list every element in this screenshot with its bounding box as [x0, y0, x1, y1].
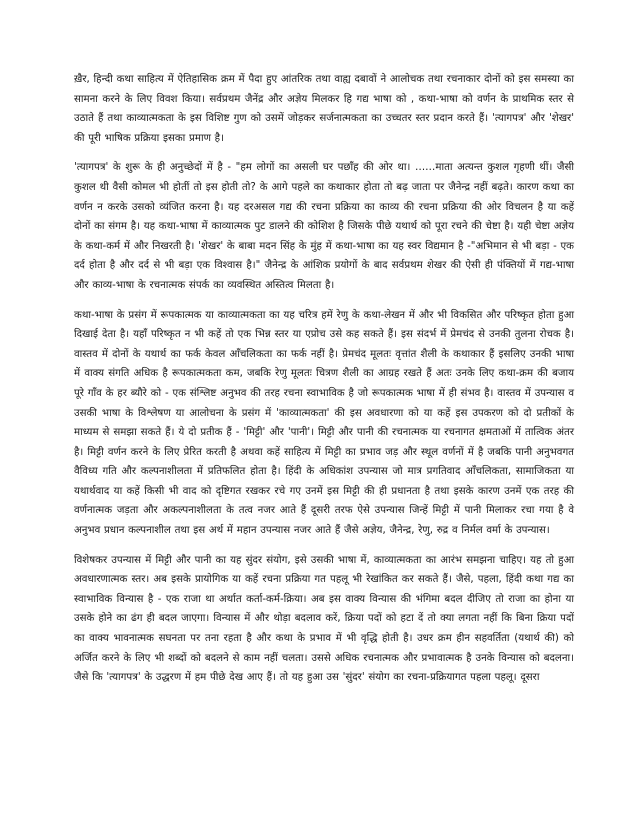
paragraph-2: 'त्यागपत्र' के शुरू के ही अनुच्छेदों में है - "हम लोगों का असली घर पछाँह की ओर था। ……माता अत्यन्त कुशल गृहणी थीं। जैसी कुशल थी वैसी कोमल भी होतीं तो इस होती तो? के आगे पहले का कथाकार होता तो बढ़ जाता पर जैनेन्द्र नहीं बढ़ते। कारण कथा का वर्णन न करके उसको व्यंजित करना है। यह दरअसल गद्य की रचना प्रक्रिया का काव्य की रचना प्रक्रिया की ओर विचलन है या कहें दोनों का संगम है। यह कथा-भाषा में काव्यात्मक पुट डालने की कोशिश है जिसके पीछे यथार्थ को पूरा रचने की चेष्टा है। यही चेष्टा अज्ञेय के कथा-कर्म में और निखरती है। 'शेखर' के बाबा मदन सिंह के मुंह में कथा-भाषा का यह स्वर विद्यमान है -"अभिमान से भी बड़ा - एक दर्द होता है और दर्द से भी बड़ा एक विश्वास है।" जैनेन्द्र के आंशिक प्रयोगों के बाद सर्वप्रथम शेखर की ऐसी ही पंक्तियों में गद्य-भाषा और काव्य-भाषा के रचनात्मक संपर्क का व्यवस्थित अस्तित्व मिलता है। [74, 162, 574, 291]
paragraph-3: कथा-भाषा के प्रसंग में रूपकात्मक या काव्यात्मकता का यह चरित्र हमें रेणु के कथा-लेखन में और भी विकसित और परिष्कृत होता हुआ दिखाई देता है। यहाँ परिष्कृत न भी कहें तो एक भिन्न स्तर या एप्रोच उसे कह सकते हैं। इस संदर्भ में प्रेमचंद से उनकी तुलना रोचक है। वास्तव में दोनों के यथार्थ का फर्क केवल आँचलिकता का फर्क नहीं है। प्रेमचंद मूलतः वृत्तांत शैली के कथाकार हैं इसलिए उनकी भाषा में वाक्य संगति अधिक है रूपकात्मकता कम, जबकि रेणु मूलतः चित्रण शैली का आग्रह रखते हैं अतः उनके लिए कथा-क्रम की बजाय पूरे गाँव के हर ब्यौरे को - एक संश्लिष्ट अनुभव की तरह रचना स्वाभाविक है जो रूपकात्मक भाषा में ही संभव है। वास्तव में उपन्यास व उसकी भाषा के विश्लेषण या आलोचना के प्रसंग में 'काव्यात्मकता' की इस अवधारणा को या कहें इस उपकरण को दो प्रतीकों के माध्यम से समझा सकते हैं। ये दो प्रतीक हैं - 'मिट्टी' और 'पानी'। मिट्टी और पानी की रचनात्मक या रचनागत क्षमताओं में तात्विक अंतर है। मिट्टी वर्णन करने के लिए प्रेरित करती है अथवा कहें साहित्य में मिट्टी का प्रभाव जड़ और स्थूल वर्णनों में है जबकि पानी अनुभवगत वैविध्य गति और कल्पनाशीलता में प्रतिफलित होता है। हिंदी के अधिकांश उपन्यास जो मात्र प्रगतिवाद आँचलिकता, सामाजिकता या यथार्थवाद या कहें किसी भी वाद को दृष्टिगत रखकर रचे गए उनमें इस मिट्टी की ही प्रधानता है तथा इसके कारण उनमें एक तरह की वर्णनात्मक जड़ता और अकल्पनाशीलता के तत्व नजर आते हैं दूसरी तरफ ऐसे उपन्यास जिन्हें मिट्टी में पानी मिलाकर रचा गया है वे अनुभव प्रधान कल्पनाशील तथा इस अर्थ में महान उपन्यास नजर आते हैं जैसे अज्ञेय, जैनेन्द्र, रेणु, रुद्र व निर्मल वर्मा के उपन्यास। [74, 309, 574, 537]
paragraph-4: विशेषकर उपन्यास में मिट्टी और पानी का यह सुंदर संयोग, इसे उसकी भाषा में, काव्यात्मकता का आरंभ समझना चाहिए। यह तो हुआ अवधारणात्मक स्तर। अब इसके प्रायोगिक या कहें रचना प्रक्रिया गत पहलू भी रेखांकित कर सकते हैं। जैसे, पहला, हिंदी कथा गद्य का स्वाभाविक विन्यास है - एक राजा था अर्थात कर्ता-कर्म-क्रिया। अब इस वाक्य विन्यास की भंगिमा बदल दीजिए तो राजा का होना या उसके होने का ढंग ही बदल जाएगा। विन्यास में और थोड़ा बदलाव करें, क्रिया पदों को हटा दें तो क्या लगता नहीं कि बिना क्रिया पदों का वाक्य भावनात्मक सघनता पर तना रहता है और कथा के प्रभाव में भी वृद्धि होती है। उधर क्रम हीन सहवर्तिता (यथार्थ की) को अर्जित करने के लिए भी शब्दों को बदलने से काम नहीं चलता। उससे अधिक रचनात्मक और प्रभावात्मक है उनके विन्यास को बदलना। जैसे कि 'त्यागपत्र' के उद्धरण में हम पीछे देख आए हैं। तो यह हुआ उस 'सुंदर' संयोग का रचना-प्रक्रियागत पहला पहलू। दूसरा [74, 554, 574, 684]
document-body [74, 70, 574, 698]
paragraph-1: ख़ैर, हिन्दी कथा साहित्य में ऐतिहासिक क्रम में पैदा हुए आंतरिक तथा वाह्य दबावों ने आलोचक तथा रचनाकार दोनों को इस समस्या का सामना करने के लिए विवश किया। सर्वप्रथम जैनेंद्र और अज्ञेय मिलकर हि गद्य भाषा को , कथा-भाषा को वर्णन के प्राथमिक स्तर से उठाते हैं तथा काव्यात्मकता के इस विशिष्ट गुण को उसमें जोड़कर सर्जनात्मकता का उच्चतर स्तर प्रदान करते हैं। 'त्यागपत्र' और 'शेखर' की पूरी भाषिक प्रक्रिया इसका प्रमाण है। [74, 74, 574, 144]
